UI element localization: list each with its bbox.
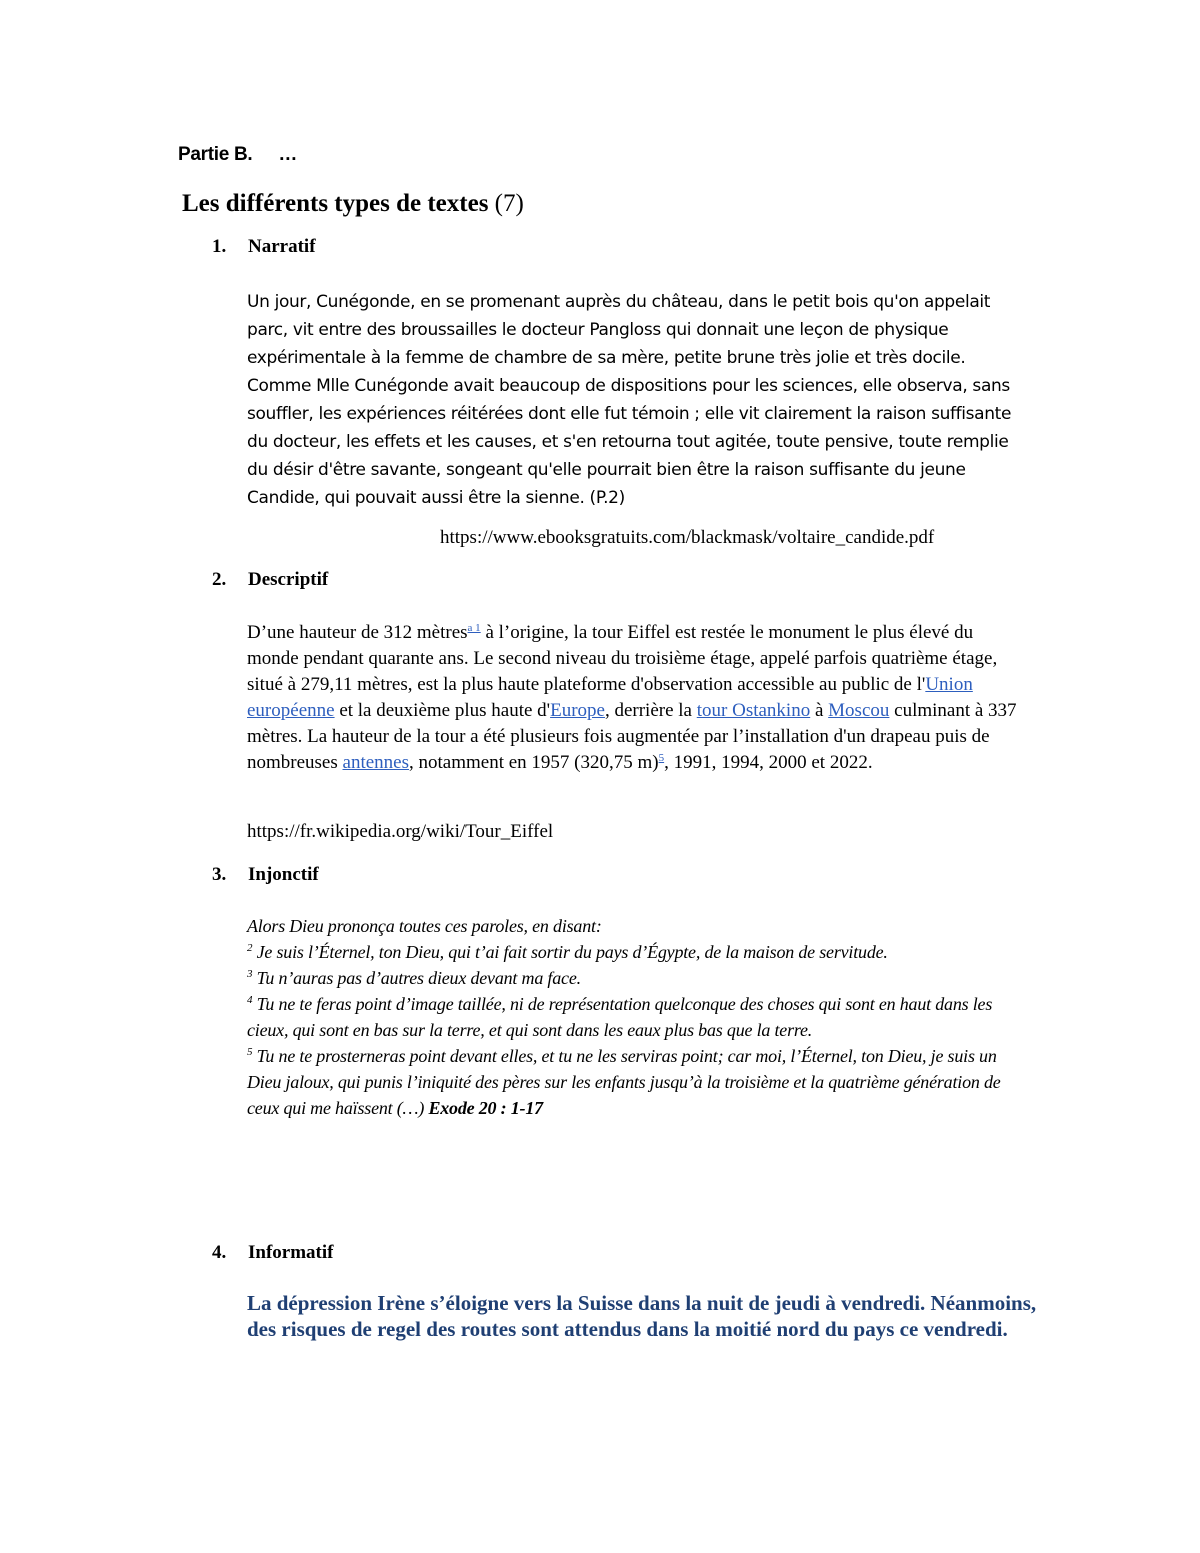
link-europe[interactable]: Europe	[550, 700, 605, 721]
section-heading-descriptif	[212, 569, 328, 591]
verse-number: 4	[247, 994, 253, 1006]
link-antennes[interactable]: antennes	[342, 752, 409, 773]
footnote-link[interactable]: 5	[658, 752, 665, 764]
verse-number: 2	[247, 942, 253, 954]
verse-text: Tu ne te prosterneras point devant elles, et tu ne les serviras point; car moi, l’Éternel, ton Dieu, je suis un Dieu jaloux, qui punis l’iniquité des pères sur les enfants jusqu’à la troisième et la quatrième génération de ceux qui me haïssent (…)	[247, 1046, 1001, 1118]
injonctif-text	[247, 913, 1027, 1121]
section-number: 3.	[212, 864, 227, 885]
verse-number: 3	[247, 968, 253, 980]
section-heading-injonctif	[212, 864, 319, 886]
descriptif-source: https://fr.wikipedia.org/wiki/Tour_Eiffel	[247, 821, 554, 842]
page-title-count: (7)	[494, 190, 524, 217]
link-moscou[interactable]: Moscou	[828, 700, 890, 721]
partie-label: Partie B.	[178, 144, 253, 165]
section-title: Narratif	[248, 236, 316, 257]
link-tour-ostankino[interactable]: tour Ostankino	[696, 700, 811, 721]
desc-segment: D’une hauteur de 312 mètres	[247, 622, 468, 643]
desc-segment: , derrière la	[604, 700, 697, 721]
informatif-text: La dépression Irène s’éloigne vers la Suisse dans la nuit de jeudi à vendredi. Néanmoins, des risques de regel des routes sont attendus dans la moitié nord du pays ce vendredi.	[247, 1291, 1037, 1341]
section-number: 4.	[212, 1242, 227, 1263]
footnote-link[interactable]: a 1	[467, 622, 481, 634]
section-title: Descriptif	[248, 569, 329, 590]
section-title: Injonctif	[248, 864, 319, 885]
section-number: 2.	[212, 569, 227, 590]
descriptif-text	[247, 620, 1022, 776]
section-title: Informatif	[248, 1242, 334, 1263]
partie-dots: …	[278, 144, 298, 165]
verse	[247, 965, 1027, 991]
desc-segment: et la deuxième plus haute d'	[334, 700, 551, 721]
verse-text: Tu ne te feras point d’image taillée, ni de représentation quelconque des choses qui sont en haut dans les cieux, qui sont en bas sur la terre, et qui sont dans les eaux plus bas que la terre.	[247, 994, 993, 1040]
desc-segment: à l’origine, la tour Eiffel est restée le monument le plus élevé du monde pendant quarante ans. Le second niveau du troisième étage, appelé parfois quatrième étage, situé à 279,11 mètres, est la plus haute plateforme d'observation accessible au public de l'	[247, 622, 998, 695]
injonctif-intro: Alors Dieu prononça toutes ces paroles, en disant:	[247, 916, 602, 936]
footnote-ref[interactable]	[468, 622, 481, 634]
verse-number: 5	[247, 1046, 253, 1058]
verse	[247, 991, 1027, 1043]
desc-segment: , notamment en 1957 (320,75 m)	[409, 752, 659, 773]
bible-reference: Exode 20 : 1-17	[428, 1098, 543, 1118]
desc-segment: , 1991, 1994, 2000 et 2022.	[664, 752, 873, 773]
section-number: 1.	[212, 236, 227, 257]
desc-segment: culminant à 337 mètres. La hauteur de la tour a été plusieurs fois augmentée par l’installation d'un drapeau puis de nombreuses	[247, 700, 1017, 773]
section-heading-informatif	[212, 1242, 333, 1264]
page-title-main: Les différents types de textes	[182, 190, 489, 217]
verse	[247, 939, 1027, 965]
verse-text: Je suis l’Éternel, ton Dieu, qui t’ai fait sortir du pays d’Égypte, de la maison de servitude.	[252, 942, 888, 962]
page-title	[182, 190, 524, 218]
link-union-europeenne[interactable]: Union européenne	[247, 674, 973, 721]
section-heading-narratif	[212, 236, 316, 258]
narratif-text: Un jour, Cunégonde, en se promenant auprès du château, dans le petit bois qu'on appelait parc, vit entre des broussailles le docteur Pangloss qui donnait une leçon de physique expérimentale à la femme de chambre de sa mère, petite brune très jolie et très docile. Comme Mlle Cunégonde avait beaucoup de dispositions pour les sciences, elle observa, sans souffler, les expériences réitérées dont elle fut témoin ; elle vit clairement la raison suffisante du docteur, les effets et les causes, et s'en retourna tout agitée, toute pensive, toute remplie du désir d'être savante, songeant qu'elle pourrait bien être la raison suffisante du jeune Candide, qui pouvait aussi être la sienne. (P.2)	[247, 292, 1012, 508]
partie-header	[178, 144, 297, 166]
narratif-source: https://www.ebooksgratuits.com/blackmask/voltaire_candide.pdf	[440, 527, 935, 548]
verse-text: Tu n’auras pas d’autres dieux devant ma face.	[252, 968, 581, 988]
desc-segment: à	[810, 700, 829, 721]
verse	[247, 1043, 1027, 1121]
